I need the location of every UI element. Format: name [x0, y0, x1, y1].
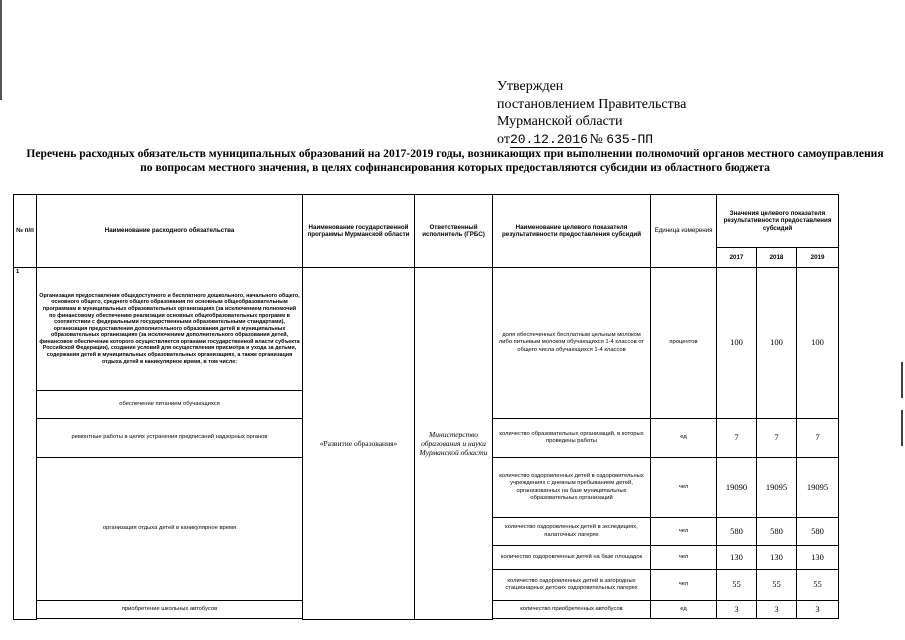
indicator-value-2017: 130	[717, 546, 757, 570]
approval-line-2: постановлением Правительства	[497, 96, 687, 112]
indicator-value-2019: 100	[797, 268, 839, 419]
scan-edge-left	[0, 0, 2, 100]
indicator-unit: чел	[651, 458, 717, 518]
indicator-value-2017: 7	[717, 419, 757, 458]
scan-edge-right-mark	[901, 362, 903, 398]
document-title: Перечень расходных обязательств муниципальных образований на 2017-2019 годы, возникающих при выполнении полномочий органов местного самоуправления по вопросам местного значения, в целях софинансирования которых предоставляются субсидии из областного бюджета	[26, 147, 884, 174]
header-obligation: Наименование расходного обязательства	[37, 195, 303, 268]
executor-cell: Министерство образования и науки Мурманской области	[415, 268, 493, 620]
header-year-2018: 2018	[757, 248, 797, 268]
number-label: №	[589, 131, 603, 147]
indicator-value-2018: 7	[757, 419, 797, 458]
indicator-value-2019: 55	[797, 570, 839, 601]
header-program: Наименование государственной программы Мурманской области	[303, 195, 415, 268]
indicator-name: количество приобретенных автобусов	[493, 601, 651, 619]
sub-obligation-meals: обеспечение питанием обучающихся	[37, 391, 303, 419]
indicator-value-2018: 55	[757, 570, 797, 601]
indicator-value-2019: 580	[797, 518, 839, 546]
sub-obligation-buses: приобретение школьных автобусов	[37, 601, 303, 619]
indicator-unit: процентов	[651, 268, 717, 419]
approval-number: 635-ПП	[606, 131, 654, 147]
indicator-value-2017: 55	[717, 570, 757, 601]
header-num: № п/п	[14, 195, 37, 268]
indicator-unit: чел	[651, 570, 717, 601]
program-cell: «Развитие образования»	[303, 268, 415, 620]
indicator-unit: ед	[651, 419, 717, 458]
indicator-name: количество образовательных организаций, в которых проведены работы	[493, 419, 651, 458]
approval-date: 20.12.2016	[509, 131, 588, 147]
header-indicator: Наименование целевого показателя результативности предоставления субсидий	[493, 195, 651, 268]
indicator-value-2019: 19095	[797, 458, 839, 518]
indicator-value-2018: 100	[757, 268, 797, 419]
indicator-value-2019: 130	[797, 546, 839, 570]
indicator-value-2018: 130	[757, 546, 797, 570]
header-year-2017: 2017	[717, 248, 757, 268]
indicator-value-2017: 19090	[717, 458, 757, 518]
indicator-value-2019: 3	[797, 601, 839, 619]
approval-date-line	[497, 131, 686, 149]
indicator-unit: чел	[651, 546, 717, 570]
header-executor: Ответственный исполнитель (ГРБС)	[415, 195, 493, 268]
indicator-unit: ед	[651, 601, 717, 619]
approval-block	[497, 78, 686, 148]
spacer-cell	[37, 619, 303, 620]
obligations-table	[13, 194, 839, 620]
indicator-name: количество оздоровленных детей в оздоровительных учреждениях с дневным пребыванием детей, организованных на базе муниципальных образовательных организаций	[493, 458, 651, 518]
approval-line-3: Мурманской области	[497, 114, 623, 129]
sub-obligation-recreation: организация отдыха детей в каникулярное время	[37, 458, 303, 601]
header-values-group: Значения целевого показателя результативности предоставления субсидий	[717, 195, 839, 248]
header-year-2019: 2019	[797, 248, 839, 268]
spacer-cell	[493, 619, 839, 620]
from-label: от	[497, 131, 510, 147]
indicator-value-2017: 3	[717, 601, 757, 619]
indicator-name: количество оздоровленных детей в экспедициях, палаточных лагерях	[493, 518, 651, 546]
row-number: 1	[14, 268, 37, 620]
indicator-value-2017: 580	[717, 518, 757, 546]
header-unit: Единица измерения	[651, 195, 717, 268]
sub-obligation-repairs: ремонтные работы в целях устранения предписаний надзорных органов	[37, 419, 303, 458]
indicator-value-2018: 19095	[757, 458, 797, 518]
indicator-value-2019: 7	[797, 419, 839, 458]
scan-edge-right-mark	[901, 410, 903, 446]
table-row	[14, 268, 839, 391]
indicator-name: доля обеспеченных бесплатным цельным молоком либо питьевым молоком обучающихся 1-4 классов от общего числа обучающихся 1-4 классов	[493, 268, 651, 419]
indicator-value-2018: 580	[757, 518, 797, 546]
indicator-name: количество оздоровленных детей на базе площадок	[493, 546, 651, 570]
main-obligation-cell: Организация предоставления общедоступного и бесплатного дошкольного, начального общего, основного общего, среднего общего образования по основным общеобразовательным программам в муниципальных образовательных организациях (за исключением полномочий по финансовому обеспечению реализации основных общеобразовательных программ в соответствии с федеральными государственными образовательными стандартами), организация предоставления дополнительного образования детей в муниципальных образовательных организациях (за исключением дополнительного образования детей, финансовое обеспечение которого осуществляется органами государственной власти субъекта Российской Федерации), создание условий для осуществления присмотра и ухода за детьми, содержания детей в муниципальных образовательных организациях, а также организация отдыха детей в каникулярное время, в том числе:	[37, 268, 303, 391]
indicator-value-2017: 100	[717, 268, 757, 419]
approval-line-1: Утвержден	[497, 79, 564, 94]
indicator-value-2018: 3	[757, 601, 797, 619]
indicator-name: количество оздоровленных детей в загородных стационарных детских оздоровительных лагерях	[493, 570, 651, 601]
header-row	[14, 195, 839, 248]
indicator-unit: чел	[651, 518, 717, 546]
